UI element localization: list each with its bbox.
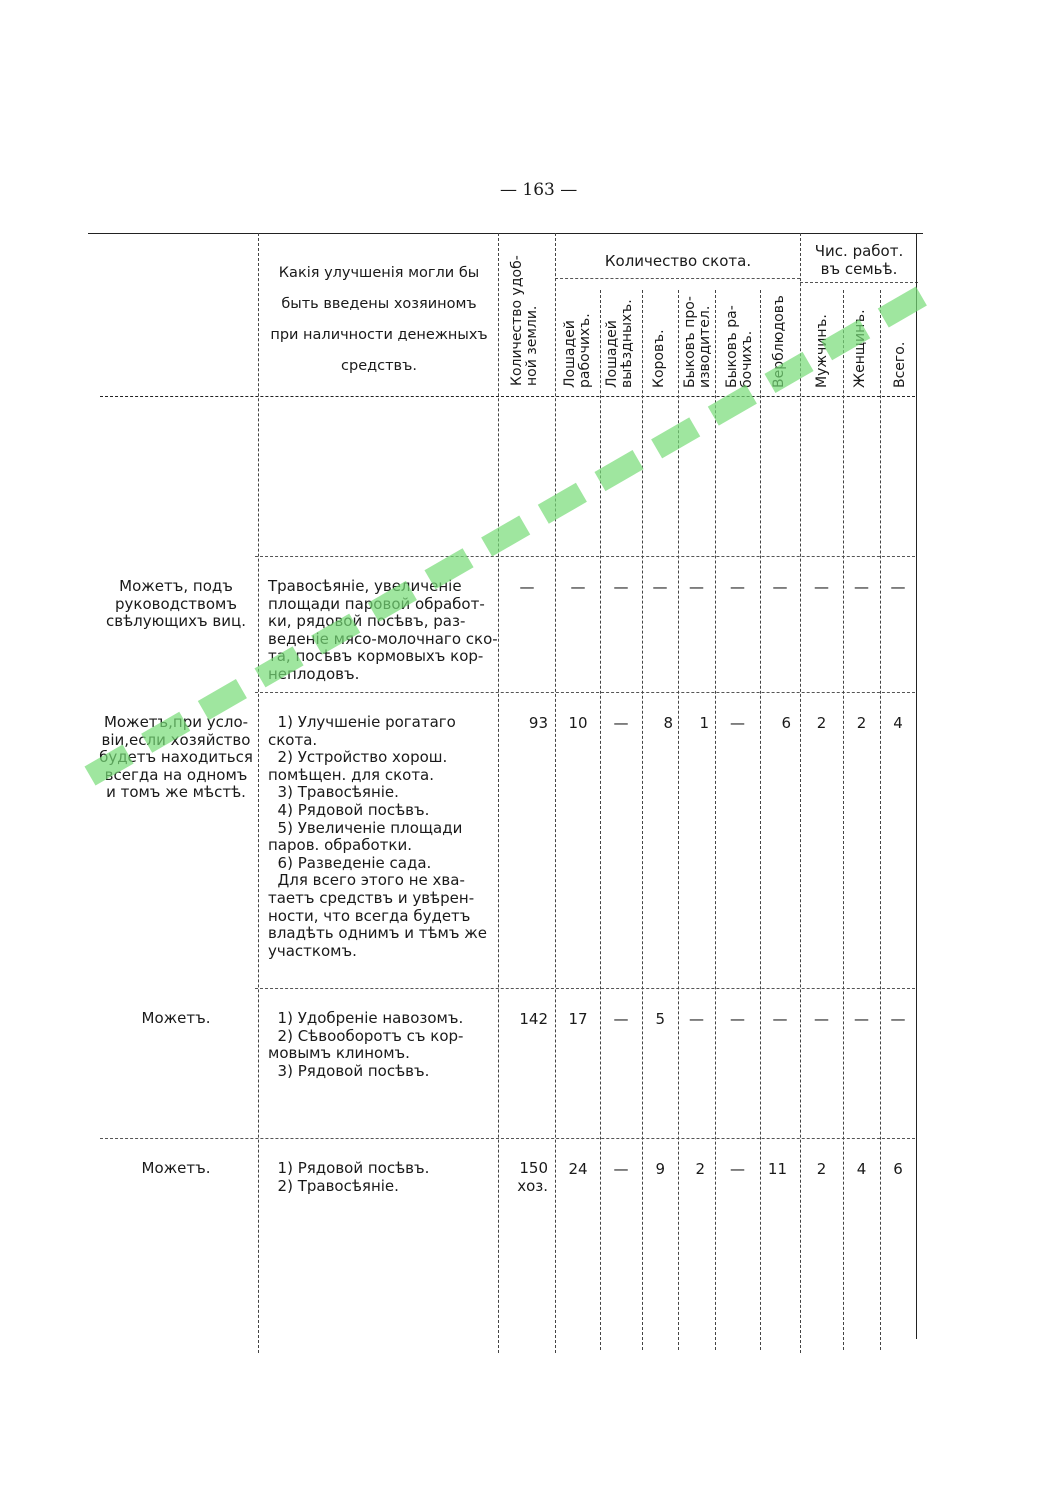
column-rule xyxy=(498,233,499,1353)
header-col-riding-horses: Лошадей выѣздныхъ. xyxy=(604,299,635,388)
row-separator xyxy=(255,988,915,989)
row-value: — xyxy=(730,578,745,596)
row-value: 9 xyxy=(655,1160,665,1178)
header-bottom-rule xyxy=(100,396,915,397)
row-land: — xyxy=(519,578,535,596)
row-value: — xyxy=(772,1010,788,1028)
row-improvements: 1) Улучшеніе рогатаго скота. 2) Устройство хорош. помѣщен. для скота. 3) Травосѣяніе. 4) Рядовой посѣвъ. 5) Увеличеніе площади паров. обработки. 6) Разведеніе сада. Для всего этого не хва- таетъ средствъ и увѣрен- ности, что всегда будетъ владѣть однимъ и тѣмъ же участкомъ. xyxy=(268,713,487,960)
header-land: Количество удоб- ной земли. xyxy=(509,255,540,386)
row-value: — xyxy=(730,714,745,732)
row-value: 17 xyxy=(568,1010,588,1028)
row-value: 1 xyxy=(699,714,709,732)
row-value: 4 xyxy=(856,1160,867,1178)
header-livestock-group: Количество скота. xyxy=(604,252,752,270)
row-improvements: Травосѣяніе, увеличеніе площади паровой обработ- ки, рядовой посѣвъ, раз- веденіе мясо-молочнаго ско- та, посѣвъ кормовыхъ кор- неплодовъ. xyxy=(268,577,498,683)
header-col-work-horses: Лошадей рабочихъ. xyxy=(562,313,593,388)
row-value: — xyxy=(652,578,668,596)
row-value: — xyxy=(613,578,629,596)
row-answer: Можетъ,при усло- віи,если хозяйство будетъ находиться всегда на одномъ и томъ же мѣстѣ. xyxy=(99,713,253,802)
column-rule xyxy=(760,290,761,1350)
column-rule xyxy=(843,290,844,1350)
header-col-camels: Верблюдовъ xyxy=(771,295,787,388)
row-value: 2 xyxy=(695,1160,705,1178)
header-col-work-bulls: Быковъ ра- бочихъ. xyxy=(724,305,755,388)
row-value: 8 xyxy=(663,714,673,732)
row-value: — xyxy=(814,1010,829,1028)
column-rule xyxy=(800,233,801,1353)
row-value: 2 xyxy=(816,714,827,732)
header-col-men: Мужчинъ. xyxy=(814,314,830,388)
row-value: 10 xyxy=(568,714,588,732)
header-family-group: Чис. работ. въ семьѣ. xyxy=(814,242,904,278)
row-improvements: 1) Удобреніе навозомъ. 2) Сѣвооборотъ съ кор- мовымъ клиномъ. 3) Рядовой посѣвъ. xyxy=(268,1009,464,1080)
row-land: 93 xyxy=(528,714,548,732)
page-number: — 163 — xyxy=(500,180,578,200)
row-value: — xyxy=(613,1160,629,1178)
column-rule xyxy=(600,290,601,1350)
column-rule xyxy=(715,290,716,1350)
row-value: — xyxy=(854,1010,869,1028)
column-rule xyxy=(258,233,259,1353)
table-right-border xyxy=(916,233,917,1339)
column-rule xyxy=(880,290,881,1350)
row-value: — xyxy=(613,1010,629,1028)
row-value: 6 xyxy=(781,714,791,732)
row-value: — xyxy=(814,578,829,596)
column-rule xyxy=(555,233,556,1353)
family-group-rule xyxy=(800,282,918,283)
row-value: — xyxy=(772,578,788,596)
row-value: — xyxy=(854,578,869,596)
row-value: — xyxy=(730,1010,745,1028)
row-value: 24 xyxy=(568,1160,588,1178)
row-answer: Можетъ. xyxy=(141,1009,211,1027)
row-value: 5 xyxy=(655,1010,665,1028)
header-col-women: Женщинъ. xyxy=(852,309,868,388)
row-value: — xyxy=(730,1160,745,1178)
header-col-cows: Коровъ. xyxy=(651,329,667,388)
row-land: 150 хоз. xyxy=(517,1159,548,1195)
row-value: 6 xyxy=(893,1160,903,1178)
row-value: — xyxy=(890,1010,906,1028)
header-col-total: Всего. xyxy=(892,341,908,388)
row-separator xyxy=(255,692,915,693)
row-answer: Можетъ. xyxy=(141,1159,211,1177)
livestock-group-rule xyxy=(555,278,800,279)
row-land: 142 xyxy=(519,1010,548,1028)
table-top-rule xyxy=(88,233,923,234)
row-value: — xyxy=(689,1010,704,1028)
header-improvements: Какія улучшенія могли бы быть введены хозяиномъ при наличности денежныхъ средствъ. xyxy=(270,265,488,374)
row-separator xyxy=(100,1138,915,1139)
row-value: — xyxy=(689,578,704,596)
header-col-breeding-bulls: Быковъ про- изводител. xyxy=(682,296,713,388)
row-value: 11 xyxy=(767,1160,787,1178)
row-answer: Можетъ, подъ руководствомъ свѣлующихъ виц. xyxy=(106,577,246,631)
row-value: 2 xyxy=(816,1160,827,1178)
row-value: 4 xyxy=(893,714,903,732)
row-value: 2 xyxy=(856,714,867,732)
row-value: — xyxy=(890,578,906,596)
row-value: — xyxy=(570,578,586,596)
row-value: — xyxy=(613,714,629,732)
row-improvements: 1) Рядовой посѣвъ. 2) Травосѣяніе. xyxy=(277,1159,430,1195)
row-separator xyxy=(255,556,915,557)
